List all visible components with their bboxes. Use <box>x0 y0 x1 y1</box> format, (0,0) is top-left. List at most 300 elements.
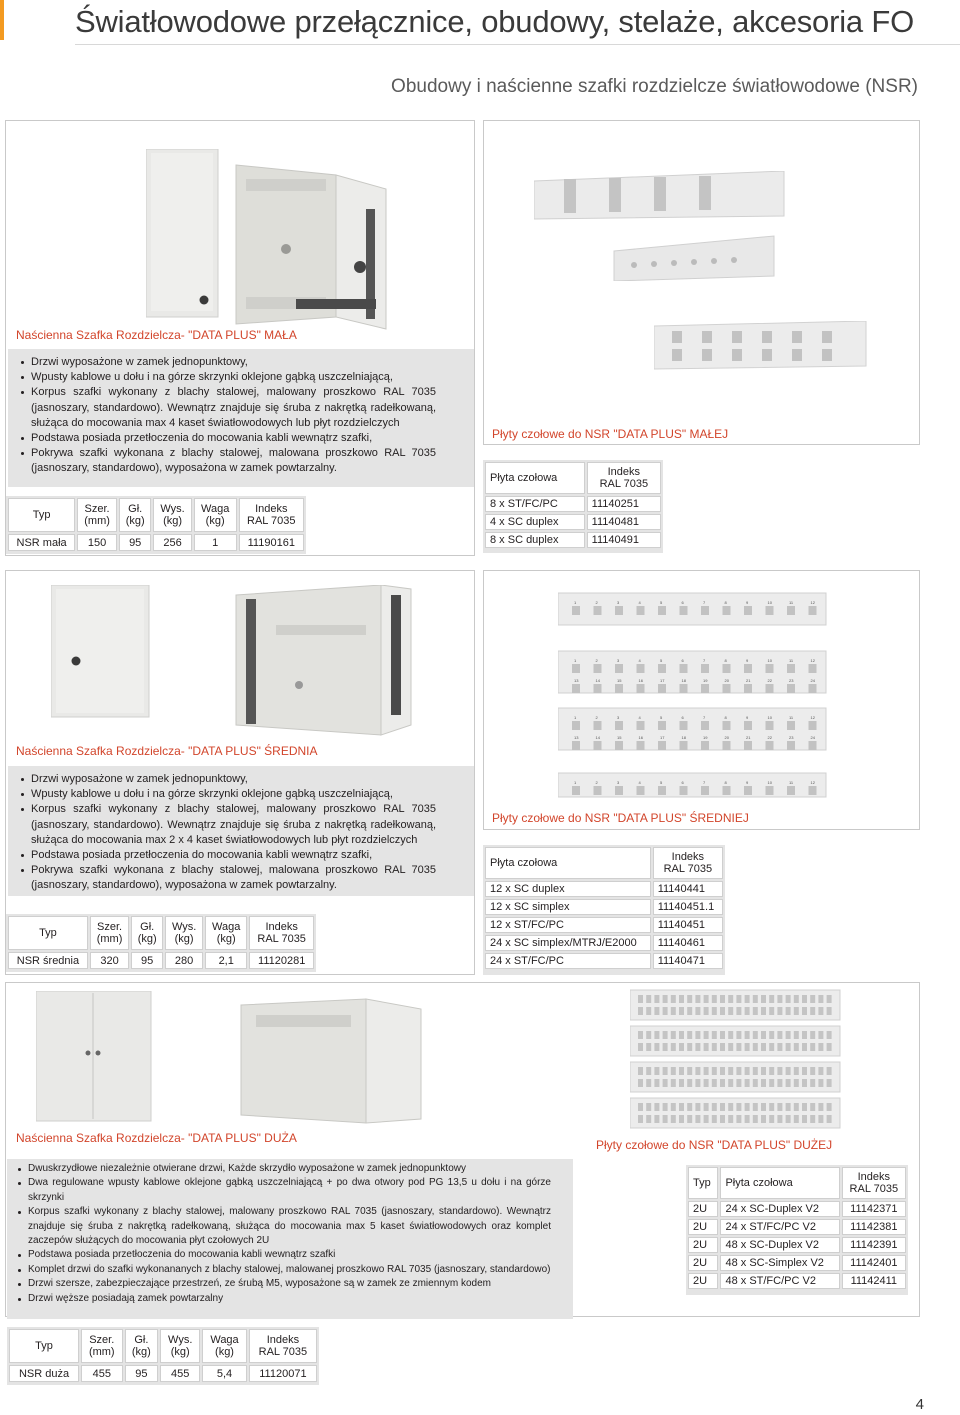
port-hole <box>786 1007 791 1015</box>
port-hole <box>638 1043 643 1051</box>
small-plates-panel <box>483 120 920 445</box>
list-item: Wpusty kablowe u dołu i na górze skrzynki oklejone gąbką uszczelniającą, <box>20 370 436 385</box>
port-hole <box>615 606 623 615</box>
port-hole <box>646 1103 651 1111</box>
port-hole <box>712 995 717 1003</box>
port-hole <box>809 786 817 795</box>
medium-plates-title: Płyty czołowe do NSR "DATA PLUS" ŚREDNIEJ <box>492 811 749 825</box>
port-hole <box>769 1067 774 1075</box>
port-number: 1 <box>574 600 577 605</box>
port-hole <box>802 1007 807 1015</box>
table-row: 2U 48 x ST/FC/PC V2 11142411 <box>688 1273 906 1289</box>
large-plates-title: Płyty czołowe do NSR "DATA PLUS" DUŻEJ <box>596 1138 833 1152</box>
port-hole <box>810 1079 815 1087</box>
port-hole <box>794 995 799 1003</box>
port-hole <box>809 664 817 673</box>
port-hole <box>761 1007 766 1015</box>
port-hole <box>761 1115 766 1123</box>
port-hole <box>728 1115 733 1123</box>
port-hole <box>745 1115 750 1123</box>
port-hole <box>701 664 709 673</box>
port-hole <box>827 1115 832 1123</box>
port-hole <box>687 1031 692 1039</box>
port-hole <box>794 1031 799 1039</box>
list-item: Pokrywa szafki wykonana z blachy stalowej, malowana proszkowo RAL 7035 (jasnoszary, standardowo), wyposażona w zamek powtarzalny. <box>20 446 436 476</box>
port-hole <box>687 995 692 1003</box>
port-hole <box>654 1043 659 1051</box>
port-hole <box>671 995 676 1003</box>
port-hole <box>786 1067 791 1075</box>
port-hole <box>802 1067 807 1075</box>
port-hole <box>637 721 645 730</box>
large-plates-table-wrap <box>686 1165 908 1295</box>
table-header: Wys. (kg) <box>153 498 191 532</box>
port-number: 14 <box>595 735 600 740</box>
port-hole <box>728 1103 733 1111</box>
port-hole <box>572 721 580 730</box>
port-hole <box>786 1043 791 1051</box>
port-hole <box>671 1007 676 1015</box>
port-hole <box>761 1103 766 1111</box>
port-hole <box>809 606 817 615</box>
port-hole <box>802 995 807 1003</box>
port-hole <box>786 1031 791 1039</box>
list-item: Komplet drzwi do szafki wykonananych z blachy stalowej, malowanej proszkowo RAL 7035 (jasnoszary, standardowo) <box>17 1263 551 1277</box>
port-number: 18 <box>681 735 686 740</box>
port-hole <box>704 1115 709 1123</box>
table-row: 12 x SC simplex 11140451.1 <box>485 899 723 915</box>
table-header: Płyta czołowa <box>485 462 585 494</box>
port-hole <box>695 1043 700 1051</box>
port-hole <box>704 1043 709 1051</box>
table-row: 12 x SC duplex 11140441 <box>485 881 723 897</box>
list-item: Podstawa posiada przetłoczenia do mocowania kabli wewnątrz szafki, <box>20 431 436 446</box>
port-hole <box>638 995 643 1003</box>
port-hole <box>687 1007 692 1015</box>
port-hole <box>818 1043 823 1051</box>
port-hole <box>594 606 602 615</box>
small-plates-title: Płyty czołowe do NSR "DATA PLUS" MAŁEJ <box>492 427 729 441</box>
table-cell: 95 <box>119 534 151 551</box>
port-number: 17 <box>660 735 665 740</box>
port-hole <box>658 741 666 750</box>
port-number: 20 <box>724 678 729 683</box>
port-hole <box>810 1043 815 1051</box>
small-spec-table-wrap <box>6 496 306 554</box>
port-hole <box>728 1031 733 1039</box>
port-number: 6 <box>681 780 684 785</box>
port-hole <box>572 664 580 673</box>
port-hole <box>766 786 774 795</box>
list-item: Dwuskrzydłowe niezależnie otwierane drzwi, Każde skrzydło wyposażone w zamek jednopunktowy <box>17 1162 551 1176</box>
port-hole <box>809 684 817 693</box>
port-hole <box>753 995 758 1003</box>
plate-photo <box>654 321 869 371</box>
port-hole <box>637 684 645 693</box>
small-plates-table-wrap <box>483 460 663 553</box>
port-number: 2 <box>595 600 598 605</box>
port-number: 21 <box>746 678 751 683</box>
table-header: Gł. (kg) <box>119 498 151 532</box>
port-number: 24 <box>810 678 815 683</box>
port-number: 1 <box>574 658 577 663</box>
port-number: 4 <box>638 600 641 605</box>
port-hole <box>687 1079 692 1087</box>
table-cell: 1 <box>194 534 237 551</box>
port-hole <box>810 1067 815 1075</box>
page-subtitle: Obudowy i naścienne szafki rozdzielcze światłowodowe (NSR) <box>391 76 918 97</box>
port-hole <box>695 1103 700 1111</box>
port-number: 16 <box>638 678 643 683</box>
port-hole <box>753 1067 758 1075</box>
port-hole <box>663 1079 668 1087</box>
table-header: Płyta czołowa <box>720 1167 839 1199</box>
port-hole <box>777 1079 782 1087</box>
port-hole <box>818 1031 823 1039</box>
port-number: 7 <box>703 715 706 720</box>
table-cell: 455 <box>160 1365 200 1382</box>
port-number: 22 <box>767 678 772 683</box>
port-hole <box>638 1079 643 1087</box>
table-header: Indeks RAL 7035 <box>842 1167 906 1199</box>
port-hole <box>736 1007 741 1015</box>
port-hole <box>638 1115 643 1123</box>
port-hole <box>827 1067 832 1075</box>
table-header: Wys. (kg) <box>165 916 203 950</box>
port-number: 11 <box>789 600 794 605</box>
port-number: 19 <box>703 678 708 683</box>
table-cell: 150 <box>77 534 117 551</box>
port-number: 13 <box>574 735 579 740</box>
port-hole <box>769 1031 774 1039</box>
port-number: 1 <box>574 780 577 785</box>
port-hole <box>744 741 752 750</box>
port-hole <box>736 995 741 1003</box>
port-hole <box>827 1007 832 1015</box>
port-number: 23 <box>789 735 794 740</box>
port-number: 10 <box>767 715 772 720</box>
table-cell: 11190161 <box>239 534 304 551</box>
small-cabinet-photo <box>146 149 396 339</box>
port-hole <box>615 786 623 795</box>
front-plate <box>630 990 840 1020</box>
port-hole <box>712 1115 717 1123</box>
table-header: Indeks RAL 7035 <box>249 916 314 950</box>
port-hole <box>736 1067 741 1075</box>
port-hole <box>712 1103 717 1111</box>
list-item: Podstawa posiada przetłoczenia do mocowania kabli wewnątrz szafki, <box>20 848 436 863</box>
port-number: 4 <box>638 780 641 785</box>
table-row: 4 x SC duplex 11140481 <box>485 514 661 530</box>
port-hole <box>654 1103 659 1111</box>
list-item: Dwa regulowane wpusty kablowe oklejone gąbką uszczelniającą + po dwa otwory pod PG 13,5 u dołu i na górze skrzynki <box>17 1176 551 1205</box>
port-hole <box>704 1067 709 1075</box>
port-hole <box>663 1007 668 1015</box>
table-header: Indeks RAL 7035 <box>249 1329 317 1363</box>
port-hole <box>646 995 651 1003</box>
port-hole <box>671 1043 676 1051</box>
port-hole <box>777 1043 782 1051</box>
port-hole <box>704 1079 709 1087</box>
port-hole <box>766 741 774 750</box>
port-hole <box>794 1103 799 1111</box>
port-hole <box>777 1103 782 1111</box>
port-hole <box>744 606 752 615</box>
port-hole <box>679 1079 684 1087</box>
medium-plates-photo <box>558 583 828 803</box>
port-hole <box>769 1079 774 1087</box>
table-header: Waga (kg) <box>202 1329 247 1363</box>
port-hole <box>701 741 709 750</box>
port-hole <box>720 1103 725 1111</box>
port-hole <box>723 741 731 750</box>
list-item: Korpus szafki wykonany z blachy stalowej, malowany proszkowo RAL 7035 (jasnoszary, standardowo). Wewnątrz znajduje się śruba z nakrętką radełkowaną, służąca do mocowania max 2 x 4 kaset światłowodowych lub płyt rozdzielczych <box>20 802 436 848</box>
table-header: Szer. (mm) <box>81 1329 123 1363</box>
port-hole <box>794 1079 799 1087</box>
small-cabinet-panel <box>5 120 475 556</box>
port-hole <box>712 1043 717 1051</box>
port-hole <box>794 1007 799 1015</box>
port-hole <box>658 664 666 673</box>
port-hole <box>794 1067 799 1075</box>
port-hole <box>745 1007 750 1015</box>
port-number: 20 <box>724 735 729 740</box>
port-number: 9 <box>746 780 749 785</box>
port-number: 7 <box>703 658 706 663</box>
port-hole <box>646 1067 651 1075</box>
medium-plates-panel <box>483 570 920 830</box>
port-hole <box>753 1007 758 1015</box>
port-hole <box>695 1079 700 1087</box>
port-hole <box>615 741 623 750</box>
port-number: 2 <box>595 658 598 663</box>
port-hole <box>786 1079 791 1087</box>
port-hole <box>572 684 580 693</box>
medium-feature-list <box>20 772 436 894</box>
port-hole <box>723 684 731 693</box>
port-number: 10 <box>767 600 772 605</box>
port-hole <box>572 741 580 750</box>
port-hole <box>671 1103 676 1111</box>
table-row: 8 x SC duplex 11140491 <box>485 532 661 548</box>
port-hole <box>818 1079 823 1087</box>
port-number: 2 <box>595 780 598 785</box>
port-hole <box>810 1115 815 1123</box>
port-hole <box>787 786 795 795</box>
port-hole <box>680 664 688 673</box>
large-spec-table <box>7 1327 319 1384</box>
port-hole <box>745 1103 750 1111</box>
port-hole <box>594 721 602 730</box>
port-number: 23 <box>789 678 794 683</box>
medium-bullets-box <box>8 766 474 896</box>
port-hole <box>761 1079 766 1087</box>
port-number: 1 <box>574 715 577 720</box>
port-hole <box>679 1043 684 1051</box>
table-header: Gł. (kg) <box>125 1329 159 1363</box>
medium-cabinet-panel <box>5 570 475 975</box>
table-row: 12 x ST/FC/PC 11140451 <box>485 917 723 933</box>
port-number: 4 <box>638 715 641 720</box>
table-cell: 11120281 <box>249 952 314 969</box>
list-item: Drzwi wyposażone w zamek jednopunktowy, <box>20 772 436 787</box>
port-hole <box>761 995 766 1003</box>
port-hole <box>761 1031 766 1039</box>
port-hole <box>646 1043 651 1051</box>
port-hole <box>818 1007 823 1015</box>
port-number: 12 <box>810 780 815 785</box>
port-hole <box>680 606 688 615</box>
large-feature-list <box>17 1162 551 1306</box>
port-hole <box>679 995 684 1003</box>
port-hole <box>827 1043 832 1051</box>
list-item: Wpusty kablowe u dołu i na górze skrzynki oklejone gąbką uszczelniającą, <box>20 787 436 802</box>
port-hole <box>753 1031 758 1039</box>
port-hole <box>777 1031 782 1039</box>
large-plates-table <box>686 1165 908 1291</box>
port-hole <box>671 1067 676 1075</box>
table-header: Waga (kg) <box>194 498 237 532</box>
list-item: Drzwi węższe posiadają zamek powtarzalny <box>17 1292 551 1306</box>
port-number: 3 <box>617 715 620 720</box>
port-hole <box>809 721 817 730</box>
table-header: Płyta czołowa <box>485 847 651 879</box>
port-hole <box>663 1043 668 1051</box>
port-hole <box>720 995 725 1003</box>
port-hole <box>615 664 623 673</box>
port-hole <box>766 684 774 693</box>
port-number: 5 <box>660 780 663 785</box>
port-hole <box>769 1007 774 1015</box>
port-number: 7 <box>703 600 706 605</box>
port-hole <box>594 786 602 795</box>
table-row <box>8 952 314 969</box>
port-hole <box>679 1031 684 1039</box>
port-hole <box>786 1103 791 1111</box>
port-hole <box>701 684 709 693</box>
port-hole <box>637 786 645 795</box>
table-cell: 320 <box>90 952 129 969</box>
table-cell: 455 <box>81 1365 123 1382</box>
port-hole <box>794 1115 799 1123</box>
port-hole <box>712 1067 717 1075</box>
port-number: 7 <box>703 780 706 785</box>
page-title: Światłowodowe przełącznice, obudowy, stelaże, akcesoria FO <box>75 4 915 39</box>
port-number: 5 <box>660 600 663 605</box>
large-spec-table-wrap <box>7 1327 319 1385</box>
port-hole <box>827 1079 832 1087</box>
port-hole <box>745 995 750 1003</box>
table-row: 2U 24 x SC-Duplex V2 11142371 <box>688 1201 906 1217</box>
port-number: 14 <box>595 678 600 683</box>
port-hole <box>704 995 709 1003</box>
port-hole <box>679 1007 684 1015</box>
table-cell: NSR średnia <box>8 952 88 969</box>
small-bullets-box <box>8 349 474 487</box>
port-number: 12 <box>810 600 815 605</box>
port-number: 12 <box>810 658 815 663</box>
port-hole <box>723 606 731 615</box>
port-hole <box>736 1031 741 1039</box>
port-hole <box>695 1067 700 1075</box>
port-hole <box>671 1115 676 1123</box>
port-hole <box>687 1103 692 1111</box>
port-hole <box>818 995 823 1003</box>
port-hole <box>695 1031 700 1039</box>
port-hole <box>638 1031 643 1039</box>
table-cell: 5,4 <box>202 1365 247 1382</box>
port-hole <box>646 1007 651 1015</box>
medium-spec-table-wrap <box>6 914 316 972</box>
port-number: 2 <box>595 715 598 720</box>
port-hole <box>736 1079 741 1087</box>
port-number: 9 <box>746 715 749 720</box>
port-hole <box>671 1031 676 1039</box>
port-hole <box>818 1067 823 1075</box>
port-hole <box>687 1115 692 1123</box>
port-hole <box>810 1103 815 1111</box>
port-number: 8 <box>724 715 727 720</box>
port-number: 6 <box>681 600 684 605</box>
table-header: Typ <box>9 1329 79 1363</box>
port-number: 8 <box>724 658 727 663</box>
port-hole <box>687 1067 692 1075</box>
list-item: Korpus szafki wykonany z blachy stalowej, malowany proszkowo RAL 7035 (jasnoszary, standardowo). Wewnątrz znajduje się śruba z nakrętką radełkowaną, służąca do mocowania max 5 kaset światłowodowych oraz komplet zaczepów służących do mocowania płyt czołowych 2U <box>17 1205 551 1248</box>
plate-photo <box>534 171 794 281</box>
port-hole <box>745 1031 750 1039</box>
port-hole <box>818 1103 823 1111</box>
port-hole <box>654 1007 659 1015</box>
front-plate <box>630 1098 840 1128</box>
port-number: 11 <box>789 715 794 720</box>
port-number: 8 <box>724 600 727 605</box>
port-hole <box>810 1007 815 1015</box>
table-row <box>9 1365 317 1382</box>
port-hole <box>810 1031 815 1039</box>
port-hole <box>777 1115 782 1123</box>
port-hole <box>802 1103 807 1111</box>
port-hole <box>744 786 752 795</box>
port-hole <box>663 1067 668 1075</box>
table-row <box>8 534 304 551</box>
port-number: 5 <box>660 715 663 720</box>
port-hole <box>736 1043 741 1051</box>
port-hole <box>723 721 731 730</box>
port-hole <box>802 1079 807 1087</box>
front-plate <box>630 1062 840 1092</box>
port-hole <box>646 1031 651 1039</box>
port-number: 16 <box>638 735 643 740</box>
large-bullets-box <box>7 1159 573 1319</box>
small-spec-table <box>6 496 306 553</box>
port-hole <box>663 995 668 1003</box>
port-hole <box>736 1115 741 1123</box>
port-number: 17 <box>660 678 665 683</box>
port-hole <box>827 1031 832 1039</box>
port-hole <box>679 1067 684 1075</box>
port-hole <box>712 1079 717 1087</box>
table-header: Indeks RAL 7035 <box>587 462 661 494</box>
port-hole <box>736 1103 741 1111</box>
port-hole <box>615 721 623 730</box>
port-hole <box>654 1067 659 1075</box>
port-hole <box>827 995 832 1003</box>
port-hole <box>777 1067 782 1075</box>
port-number: 24 <box>810 735 815 740</box>
port-hole <box>695 1115 700 1123</box>
port-hole <box>728 1007 733 1015</box>
port-hole <box>818 1115 823 1123</box>
